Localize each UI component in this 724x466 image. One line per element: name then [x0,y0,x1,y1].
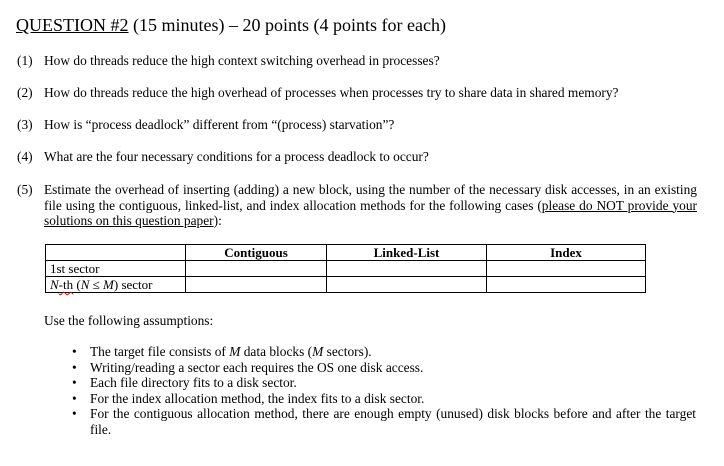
bullet-text: data blocks ( [240,344,313,359]
question-1 [17,53,440,69]
var-m: M [229,344,241,359]
table-row [46,261,646,277]
table-cell [327,261,487,277]
question-label: QUESTION #2 [16,15,129,35]
table-header-row [46,245,646,261]
var-m: M [312,344,324,359]
list-item [72,375,696,391]
table-cell [487,261,646,277]
question-number: (2) [17,85,33,100]
table-cell [186,277,327,293]
question-title [16,14,446,36]
bullet-icon: • [72,344,77,359]
label-suffix: ) sector [113,277,153,292]
row-label-first-sector: 1st sector [46,261,186,277]
bullet-text: The target file consists of [90,344,230,359]
table-header-contiguous: Contiguous [186,245,327,261]
question-text: How is “process deadlock” different from “(process) starvation”? [44,117,395,132]
bullet-text: sectors). [323,344,372,359]
question-5 [17,182,697,229]
bullet-text: Writing/reading a sector each requires the OS one disk access. [90,359,424,375]
table-cell [186,261,327,277]
var-n: N [50,277,59,292]
allocation-table [45,244,646,293]
paren-open: ( [73,277,81,292]
bullet-icon: • [72,390,77,406]
table-cell [327,277,487,293]
question-number: (4) [17,149,33,164]
row-label-nth-sector [46,277,186,293]
question-text: What are the four necessary conditions for a process deadlock to occur? [44,149,429,164]
question-3 [17,117,394,133]
bullet-text: For the contiguous allocation method, there are enough empty (unused) disk blocks before and after the target file. [90,406,696,437]
question-number: (3) [17,117,33,132]
list-item [72,406,696,437]
question-2 [17,85,618,101]
q5-underlined-note: please do NOT provide your solutions on this question paper [44,197,697,228]
bullet-icon: • [72,406,77,421]
assumptions-list [72,344,696,437]
question-number: (5) [17,182,33,197]
question-number: (1) [17,53,33,68]
question-text: How do threads reduce the high context switching overhead in processes? [44,53,440,68]
bullet-text: Each file directory fits to a disk sector. [90,375,297,390]
question-4 [17,149,429,165]
q5-text-a: Estimate the overhead of inserting (adding) a new block, using the number of the necessary disk accesses, in an existing file using the contiguous, linked-list, and index allocation methods for the following cases ( [44,182,697,213]
q5-text-b: ): [213,213,222,228]
bullet-icon: • [72,359,77,375]
list-item [72,360,696,376]
table-header-empty [46,245,186,261]
th-suffix: -th [58,277,74,292]
table-row [46,277,646,293]
table-header-index: Index [487,245,646,261]
bullet-icon: • [72,375,77,390]
question-points: (15 minutes) – 20 points (4 points for each) [128,15,446,35]
question-text: How do threads reduce the high overhead of processes when processes try to share data in shared memory? [44,85,619,100]
list-item [72,344,696,360]
table-header-linked-list: Linked-List [327,245,487,261]
assumptions-heading: Use the following assumptions: [44,313,214,328]
question-text [44,182,697,229]
table-cell [487,277,646,293]
list-item [72,391,696,407]
condition: N ≤ M [80,277,114,292]
bullet-text: For the index allocation method, the index fits to a disk sector. [90,390,425,406]
